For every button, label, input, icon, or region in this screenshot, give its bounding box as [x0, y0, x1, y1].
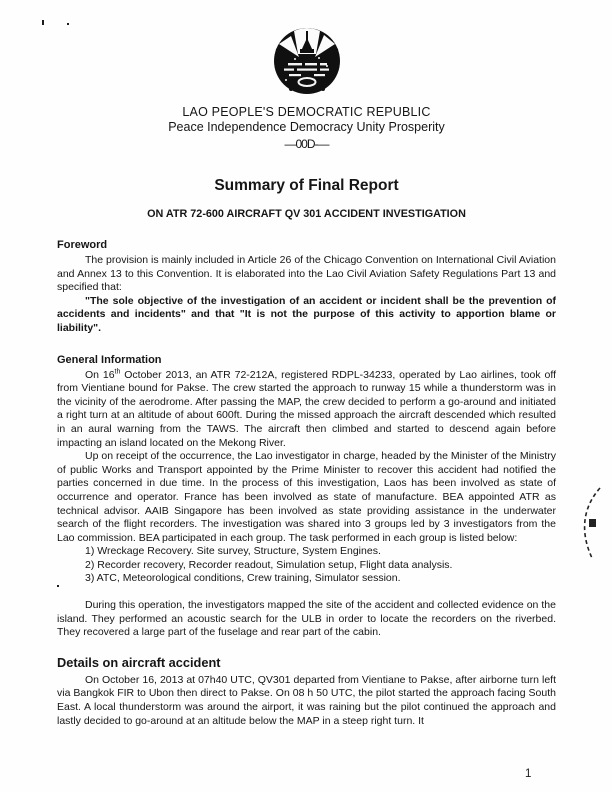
- lao-national-emblem-icon: [271, 23, 343, 97]
- report-title: Summary of Final Report: [214, 177, 399, 194]
- task-list-item: 3) ATC, Meteorological conditions, Crew training, Simulator session.: [85, 572, 401, 585]
- scan-artifact-tick: [42, 20, 44, 25]
- general-information-paragraph-1: [57, 369, 556, 451]
- foreword-paragraph: The provision is mainly included in Article 26 of the Chicago Convention on International Civil Aviation and Annex 13 to this Convention. It is elaborated into the Lao Civil Aviation Safety Regulations Part 13 and specified that:: [57, 254, 556, 294]
- country-name: LAO PEOPLE'S DEMOCRATIC REPUBLIC: [182, 105, 431, 119]
- gi-para1-rest: October 2013, an ATR 72-212A, registered RDPL-34233, operated by Lao airlines, took off from Vientiane bound for Pakse. The crew started the approach to runway 15 while a thunderstorm was in the vicinity of the aerodrome. After passing the MAP, the crew decided to perform a go-around and initiated a right turn at an altitude of about 600ft. During the missed approach the aircraft descended which resulted in an aural warning from the TAWS. The aircraft then climbed and started to descend again before impacting an island located on the Mekong River.: [57, 368, 556, 449]
- foreword-heading: Foreword: [57, 239, 108, 251]
- ordinal-superscript: th: [114, 368, 121, 376]
- general-information-paragraph-2: Up on receipt of the occurrence, the Lao investigator in charge, headed by the Minister of the Ministry of public Works and Transport appointed by the Prime Minister to recover this accident had notified the parties concerned in due time. In the process of this investigation, Laos has been involved as state of occurrence and operator. France has been involved as state of manufacture. BEA appointed ATR as technical advisor. AAIB Singapore has been involved as state providing assistance in the underwater search of the flight recorders. The investigation was shared into 3 groups led by 3 investigators from the Lao commission. BEA participated in each group. The task performed in each group is listed below:: [57, 450, 556, 544]
- foreword-quote: "The sole objective of the investigation of an accident or incident shall be the prevention of accidents and incidents" and that "It is not the purpose of this activity to apportion blame or liability".: [57, 294, 556, 334]
- general-information-paragraph-3: During this operation, the investigators mapped the site of the accident and collected evidence on the island. They performed an acoustic search for the ULB in order to locate the recorders on the riverbed. They recovered a large part of the fuselage and rear part of the cabin.: [57, 599, 556, 639]
- national-motto: Peace Independence Democracy Unity Prosperity: [168, 120, 445, 134]
- header-divider: —00D-—: [284, 137, 329, 151]
- page-number: 1: [525, 768, 532, 780]
- gi-para1-pre: On 16: [85, 368, 115, 381]
- details-heading: Details on aircraft accident: [57, 654, 221, 670]
- scan-artifact-arc: [574, 486, 604, 560]
- report-subtitle: ON ATR 72-600 AIRCRAFT QV 301 ACCIDENT INVESTIGATION: [147, 208, 466, 220]
- task-list: [85, 545, 556, 586]
- task-list-item: 2) Recorder recovery, Recorder readout, Simulation setup, Flight data analysis.: [85, 558, 453, 571]
- details-paragraph: On October 16, 2013 at 07h40 UTC, QV301 departed from Vientiane to Pakse, after airborne turn left via Bangkok FIR to Ubon then direct to Pakse. On 08 h 50 UTC, the pilot started the approach facing South East. A local thunderstorm was around the airport, it was raining but the pilot continued the approach and lastly decided to go-around at an altitude below the MAP in a steep right turn. It: [57, 673, 556, 727]
- general-information-heading: General Information: [57, 353, 162, 366]
- task-list-item: 1) Wreckage Recovery. Site survey, Structure, System Engines.: [85, 545, 381, 558]
